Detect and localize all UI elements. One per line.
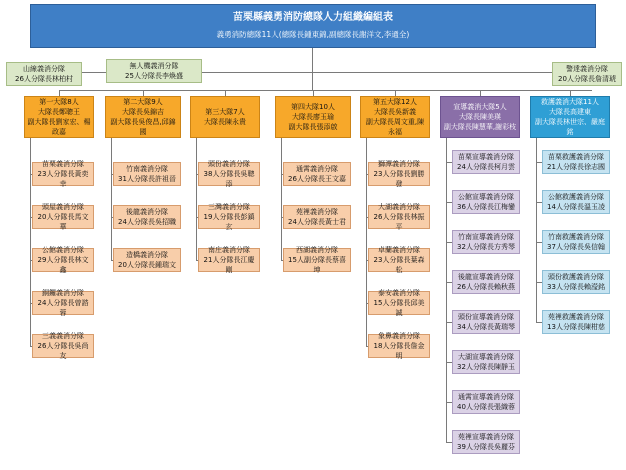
squad-box [368,331,430,361]
brigade-leader: 大隊長吳錦吉 [122,107,164,116]
brigade-deputy: 副大隊長周文重,陳永福 [365,118,425,137]
side-unit-shanlin [6,62,82,86]
squad-box [368,288,430,318]
side-unit-name: 警達義消分隊 [566,64,608,73]
brigade-name: 第四大隊10人 [291,102,335,111]
squad-spine-line [196,138,197,260]
squad-leader: 29人分隊長林文鑫 [37,255,89,275]
brigade-leader: 大隊長陳永貴 [204,118,246,126]
brigade-box [24,96,94,138]
squad-name: 通霄義消分隊 [296,164,338,173]
brigade-box [360,96,430,138]
brigade-branch-line [60,90,592,91]
brigade-leader: 大隊長陳美瑛 [459,112,501,121]
brigade-leader: 大隊長鄭聰王 [38,107,80,116]
brigade-box [190,96,260,138]
side-unit-name: 無人機義消分隊 [129,61,179,70]
side-unit-name: 山線義消分隊 [23,64,65,73]
brigade-leader: 大隊長吳新義 [374,107,416,116]
squad-box [113,162,181,186]
squad-name: 三灣義消分隊 [208,202,250,211]
chart-subtitle: 義勇消防總隊11人(總隊長鍾東錦,副總隊長謝洋文,李通全) [216,29,410,39]
squad-name: 大湖義消分隊 [378,202,420,211]
squad-box [368,245,430,275]
squad-box [283,205,351,229]
brigade-deputy: 副大隊長林世宗、嚴庭銘 [535,118,605,137]
squad-leader: 18人分隊長詹金明 [373,341,425,361]
squad-leader: 26人分隊長吳尚友 [37,341,89,361]
brigade-deputy: 副大隊長張添啟 [288,123,338,132]
squad-name: 後龍義消分隊 [126,207,168,216]
squad-box [198,202,260,232]
squad-name: 象鼻義消分隊 [378,331,420,340]
squad-leader: 26人分隊長賴秋燕 [457,283,515,291]
squad-leader: 36人分隊長江梅鑾 [457,203,515,211]
squad-name: 公館宣導義消分隊 [458,192,514,201]
squad-leader: 13人分隊長陳柑慈 [547,323,605,331]
title-stem [312,48,313,90]
brigade-name: 宣導義消大隊5人 [453,102,507,111]
squad-box [113,205,181,229]
brigade-name: 救護義消大隊11人 [541,97,599,106]
squad-name: 竹南宣導義消分隊 [458,232,514,241]
brigade-box [530,96,610,138]
squad-leader: 26人分隊長林振平 [373,212,425,232]
squad-leader: 32人分隊長陳靜玉 [457,363,515,371]
squad-name: 西湖義消分隊 [296,245,338,254]
brigade-name: 第二大隊9人 [123,97,163,106]
squad-name: 竹南義消分隊 [126,164,168,173]
squad-spine-line [366,138,367,346]
squad-box [452,150,520,174]
squad-box [368,202,430,232]
squad-leader: 23人分隊長劉勝發 [373,169,425,189]
squad-leader: 24人分隊長吳招職 [118,218,176,226]
squad-name: 竹南救護義消分隊 [548,232,604,241]
squad-box [452,390,520,414]
squad-spine-line [30,138,31,346]
side-unit-leader: 20人分隊長詹清琥 [558,75,616,83]
squad-name: 頭份義消分隊 [208,159,250,168]
squad-leader: 33人分隊長賴瀅銘 [547,283,605,291]
squad-box [32,288,94,318]
squad-box [452,430,520,454]
squad-leader: 31人分隊長許祖晉 [118,175,176,183]
squad-name: 大湖宣導義消分隊 [458,352,514,361]
squad-name: 卓蘭義消分隊 [378,245,420,254]
squad-box [198,159,260,189]
squad-box [542,270,610,294]
squad-name: 公館救護義消分隊 [548,192,604,201]
side-unit-wireless [106,59,202,83]
squad-leader: 24人分隊長曾諮蓉 [37,298,89,318]
squad-box [113,248,181,272]
squad-spine-line [446,138,447,442]
side-unit-leader: 26人分隊長林柏村 [15,75,73,83]
squad-leader: 32人分隊長方秀琴 [457,243,515,251]
brigade-name: 第三大隊7人 [205,107,245,116]
side-unit-police [552,62,622,86]
squad-box [32,202,94,232]
squad-name: 公館義消分隊 [42,245,84,254]
brigade-leader: 大隊長廖玉瑜 [292,112,334,121]
squad-name: 獅潭義消分隊 [378,159,420,168]
squad-name: 頭份救護義消分隊 [548,272,604,281]
squad-leader: 14人分隊長溫玉凌 [547,203,605,211]
squad-box [452,230,520,254]
squad-box [452,350,520,374]
squad-leader: 15人副分隊長蔡喜坤 [288,255,346,275]
squad-name: 苑裡義消分隊 [296,207,338,216]
squad-box [542,190,610,214]
squad-leader: 24人分隊長黃士君 [288,218,346,226]
squad-box [32,245,94,275]
squad-leader: 34人分隊長黃瑞琴 [457,323,515,331]
squad-name: 苗栗宣導義消分隊 [458,152,514,161]
squad-leader: 23人分隊長黃奕幸 [37,169,89,189]
chart-title: 苗栗縣義勇消防總隊人力組織編組表 [233,12,393,24]
brigade-box [440,96,520,138]
squad-name: 苑裡救護義消分隊 [548,312,604,321]
squad-box [452,270,520,294]
squad-name: 頭屋義消分隊 [42,202,84,211]
squad-name: 後龍宣導義消分隊 [458,272,514,281]
squad-box [542,310,610,334]
squad-box [368,159,430,189]
squad-box [452,310,520,334]
squad-leader: 21人分隊長江慶剛 [203,255,255,275]
squad-name: 通霄宣導義消分隊 [458,392,514,401]
squad-box [283,245,351,275]
chart-title-box [30,4,596,48]
squad-leader: 20人分隊長馬文華 [37,212,89,232]
squad-box [283,162,351,186]
brigade-leader: 大隊長高建東 [549,107,591,116]
squad-box [32,331,94,361]
squad-leader: 39人分隊長吳麗芬 [457,443,515,451]
squad-leader: 21人分隊長徐志國 [547,163,605,171]
brigade-deputy: 副大隊長陳慧華,謝彩枝 [443,123,517,132]
squad-name: 苗栗義消分隊 [42,159,84,168]
squad-leader: 38人分隊長吳聰添 [203,169,255,189]
squad-name: 銅鑼義消分隊 [42,288,84,297]
brigade-deputy: 副大隊長劉家宏、楊政嘉 [27,118,91,137]
brigade-deputy: 副大隊長吳俊昌,邱錦國 [110,118,176,137]
squad-box [452,190,520,214]
squad-name: 苗栗救護義消分隊 [548,152,604,161]
brigade-box [105,96,181,138]
squad-box [542,230,610,254]
squad-leader: 40人分隊長張織蓉 [457,403,515,411]
squad-leader: 23人分隊長葉森松 [373,255,425,275]
squad-leader: 20人分隊長鍾瑞文 [118,261,176,269]
side-unit-leader: 25人分隊長李煥盛 [125,72,183,80]
squad-spine-line [281,138,282,260]
squad-name: 造橋義消分隊 [126,250,168,259]
squad-box [198,245,260,275]
brigade-name: 第五大隊12人 [373,97,417,106]
brigade-box [275,96,351,138]
squad-spine-line [536,138,537,322]
squad-leader: 24人分隊長柯月雲 [457,163,515,171]
squad-leader: 19人分隊長彭鎮玄 [203,212,255,232]
brigade-name: 第一大隊8人 [39,97,79,106]
squad-leader: 26人分隊長王文嘉 [288,175,346,183]
squad-box [32,159,94,189]
squad-name: 苑裡宣導義消分隊 [458,432,514,441]
squad-name: 泰安義消分隊 [378,288,420,297]
squad-spine-line [111,138,112,260]
squad-leader: 15人分隊長邱美誠 [373,298,425,318]
squad-name: 三義義消分隊 [42,331,84,340]
squad-name: 頭份宣導義消分隊 [458,312,514,321]
squad-name: 南庄義消分隊 [208,245,250,254]
squad-box [542,150,610,174]
squad-leader: 37人分隊長吳信翰 [547,243,605,251]
